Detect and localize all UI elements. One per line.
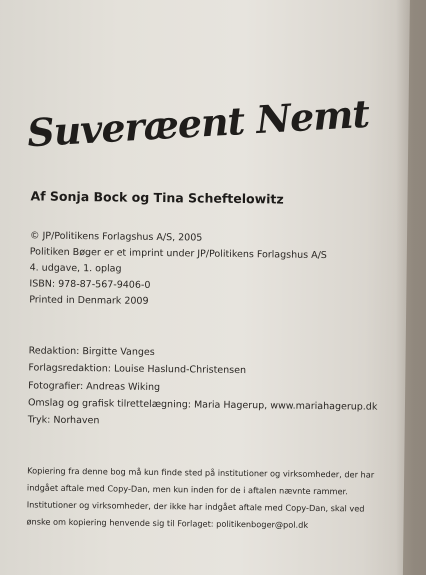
edition-line: 4. udgave, 1. oplag: [29, 262, 122, 275]
credit-design: Omslag og grafisk tilrettelægning: Maria Hagerup, www.mariahagerup.dk: [27, 397, 378, 413]
imprint-line: Politiken Bøger er et imprint under JP/Politikens Forlagshus A/S: [29, 246, 327, 262]
credit-publishing-editor: Forlagsredaktion: Louise Haslund-Christensen: [28, 362, 247, 377]
publication-info: [29, 228, 327, 312]
notice-line: Kopiering fra denne bog må kun finde sted på institutioner og virksomheder, der har: [27, 465, 375, 480]
notice-line: Institutioner og virksomheder, der ikke har indgået aftale med Copy-Dan, skal ved: [26, 499, 365, 514]
credit-photographer: Fotografier: Andreas Wiking: [28, 380, 161, 393]
book-authors: Af Sonja Bock og Tina Scheftelowitz: [30, 188, 284, 207]
credit-print: Tryk: Norhaven: [27, 414, 100, 427]
credit-editor: Redaktion: Birgitte Vanges: [28, 345, 155, 358]
isbn-line: ISBN: 978-87-567-9406-0: [29, 278, 151, 291]
book-title: Suveræent Nemt: [25, 90, 371, 156]
notice-line: ønske om kopiering henvende sig til Forlaget: politikenboger@pol.dk: [26, 516, 309, 530]
copying-notice: [26, 462, 374, 534]
credits-info: [28, 342, 378, 433]
printed-line: Printed in Denmark 2009: [29, 294, 149, 307]
copyright-line: © JP/Politikens Forlagshus A/S, 2005: [29, 230, 203, 244]
notice-line: indgået aftale med Copy-Dan, men kun inden for de i aftalen nævnte rammer.: [26, 482, 348, 497]
page-edge-shadow: [396, 0, 426, 575]
